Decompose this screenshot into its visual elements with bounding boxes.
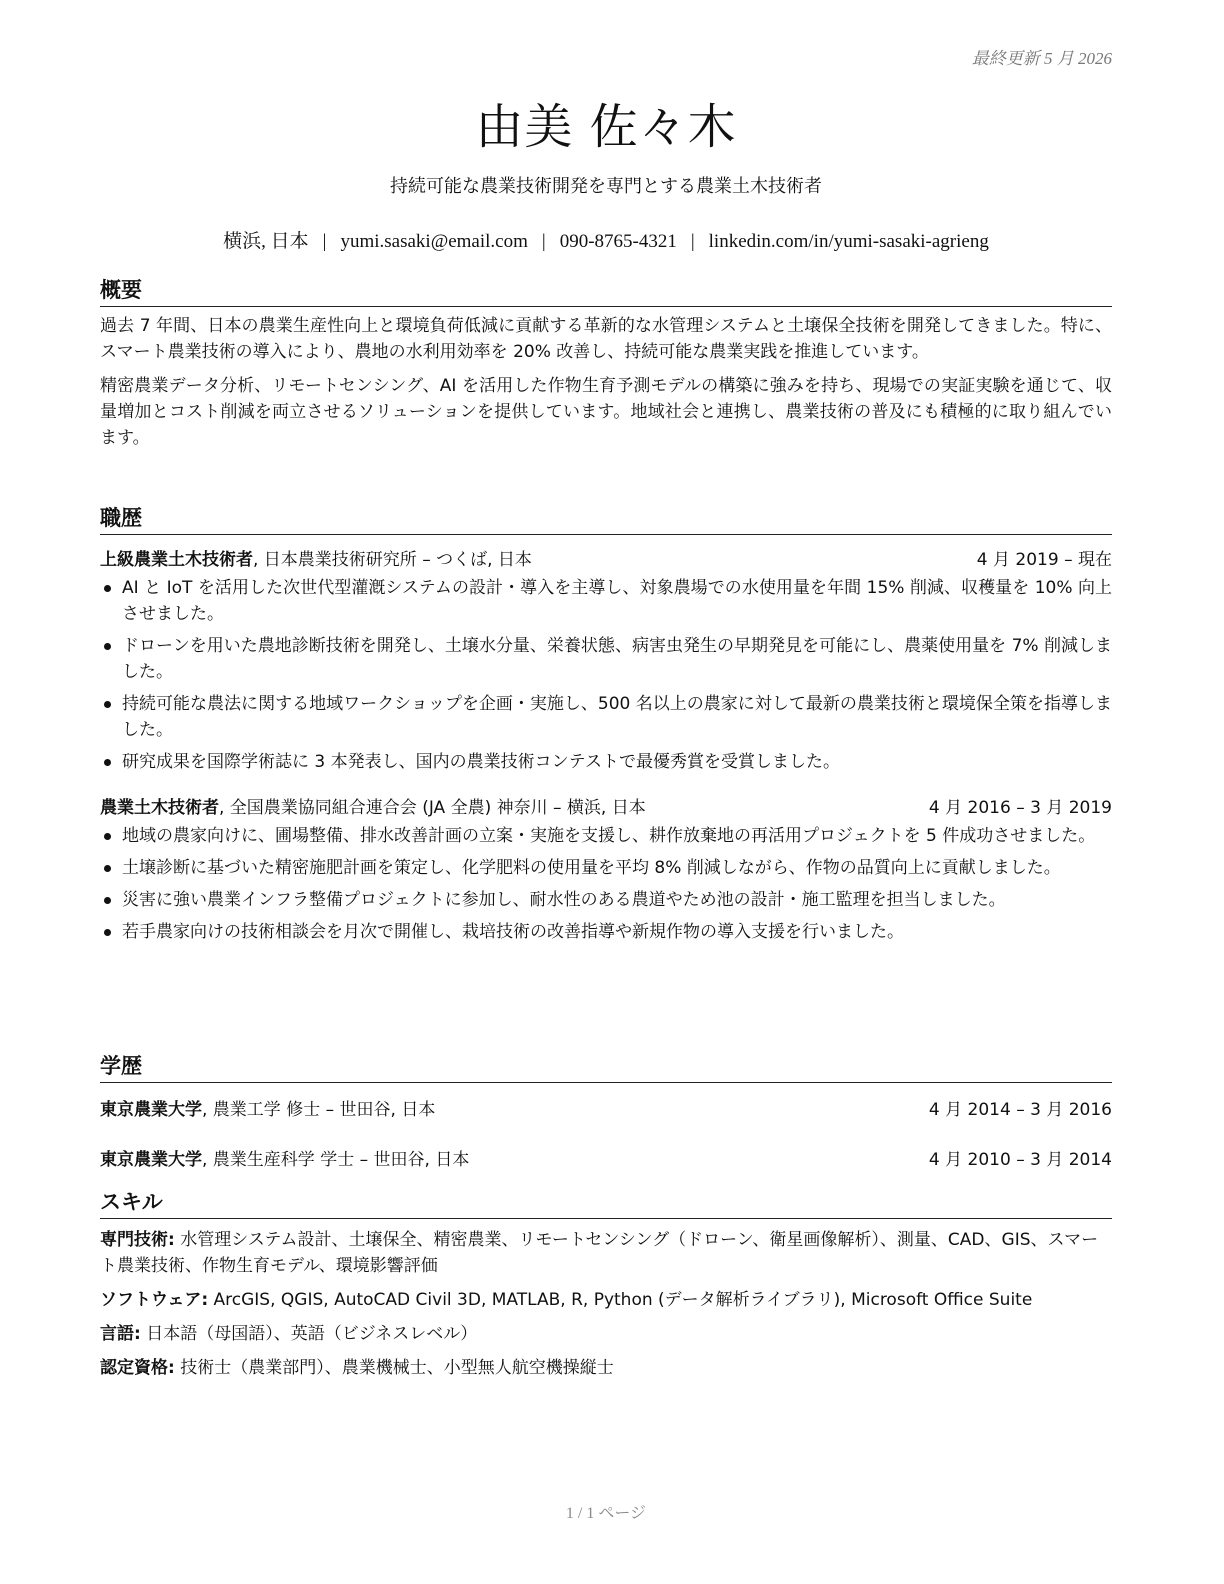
- contact-phone[interactable]: 090-8765-4321: [559, 231, 677, 252]
- education-school: 東京農業大学: [100, 1100, 202, 1120]
- job-bullet: 災害に強い農業インフラ整備プロジェクトに参加し、耐水性のある農道やため池の設計・施工監理を担当しました。: [122, 887, 1112, 913]
- contact-separator: |: [322, 231, 327, 252]
- skill-label: ソフトウェア:: [100, 1290, 209, 1310]
- job-dates: 4 月 2016 – 3 月 2019: [928, 798, 1112, 818]
- job-bullet: 持続可能な農法に関する地域ワークショップを企画・実施し、500 名以上の農家に対して最新の農業技術と環境保全策を指導しました。: [122, 691, 1112, 743]
- job-entry: [100, 547, 1112, 775]
- section-title-education: 学歴: [100, 1052, 1112, 1083]
- job-role: 農業土木技術者: [100, 798, 219, 818]
- skill-value: 水管理システム設計、土壌保全、精密農業、リモートセンシング（ドローン、衛星画像解析）、測量、CAD、GIS、スマート農業技術、作物生育モデル、環境影響評価: [100, 1230, 1099, 1276]
- skill-value: ArcGIS, QGIS, AutoCAD Civil 3D, MATLAB, R, Python (データ解析ライブラリ), Microsoft Office Suite: [208, 1290, 1033, 1310]
- skill-row: [100, 1321, 1112, 1347]
- education-dates: 4 月 2014 – 3 月 2016: [928, 1100, 1112, 1120]
- contact-email[interactable]: yumi.sasaki@email.com: [340, 231, 528, 252]
- education-school: 東京農業大学: [100, 1150, 202, 1170]
- education-entry: [100, 1147, 1112, 1173]
- section-title-summary: 概要: [100, 276, 1112, 307]
- job-bullet: 若手農家向けの技術相談会を月次で開催し、栽培技術の改善指導や新規作物の導入支援を行いました。: [122, 919, 1112, 945]
- job-dates: 4 月 2019 – 現在: [976, 550, 1112, 570]
- skill-value: 技術士（農業部門）、農業機械士、小型無人航空機操縦士: [174, 1358, 614, 1378]
- skill-row: [100, 1355, 1112, 1381]
- job-organization: , 日本農業技術研究所 – つくば, 日本: [253, 550, 532, 570]
- skills-section: [100, 1188, 1112, 1381]
- contact-location: 横浜, 日本: [223, 231, 309, 252]
- contact-line: [100, 226, 1112, 253]
- summary-paragraph: 精密農業データ分析、リモートセンシング、AI を活用した作物生育予測モデルの構築に強みを持ち、現場での実証実験を通じて、収量増加とコスト削減を両立させるソリューションを提供しています。地域社会と連携し、農業技術の普及にも積極的に取り組んでいます。: [100, 376, 1112, 448]
- section-title-experience: 職歴: [100, 504, 1112, 535]
- tagline: 持続可能な農業技術開発を専門とする農業土木技術者: [390, 176, 822, 197]
- page-indicator: 1 / 1 ページ: [565, 1505, 647, 1522]
- contact-separator: |: [541, 231, 546, 252]
- job-bullet: 研究成果を国際学術誌に 3 本発表し、国内の農業技術コンテストで最優秀賞を受賞しました。: [122, 749, 1112, 775]
- job-bullet: ドローンを用いた農地診断技術を開発し、土壌水分量、栄養状態、病害虫発生の早期発見を可能にし、農薬使用量を 7% 削減しました。: [122, 633, 1112, 685]
- candidate-name: 由美 佐々木: [475, 99, 737, 155]
- education-section: [100, 1052, 1112, 1173]
- education-entry: [100, 1097, 1112, 1123]
- experience-section: [100, 504, 1112, 951]
- contact-separator: |: [690, 231, 695, 252]
- education-detail: , 農業工学 修士 – 世田谷, 日本: [202, 1100, 436, 1120]
- job-bullet: 土壌診断に基づいた精密施肥計画を策定し、化学肥料の使用量を平均 8% 削減しながら、作物の品質向上に貢献しました。: [122, 855, 1112, 881]
- job-title-line: [100, 795, 646, 821]
- job-bullets: [100, 823, 1112, 945]
- skill-row: [100, 1287, 1112, 1313]
- skill-value: 日本語（母国語）、英語（ビジネスレベル）: [140, 1324, 478, 1344]
- education-title-line: [100, 1147, 469, 1173]
- education-detail: , 農業生産科学 学士 – 世田谷, 日本: [202, 1150, 470, 1170]
- job-entry: [100, 795, 1112, 945]
- skill-row: [100, 1227, 1112, 1279]
- job-bullet: 地域の農家向けに、圃場整備、排水改善計画の立案・実施を支援し、耕作放棄地の再活用プロジェクトを 5 件成功させました。: [122, 823, 1112, 849]
- job-role: 上級農業土木技術者: [100, 550, 253, 570]
- job-title-line: [100, 547, 532, 573]
- section-title-skills: スキル: [100, 1188, 1112, 1219]
- resume-page: [100, 0, 1112, 1584]
- education-title-line: [100, 1097, 435, 1123]
- last-updated: 最終更新 5 月 2026: [971, 49, 1112, 68]
- education-dates: 4 月 2010 – 3 月 2014: [928, 1150, 1112, 1170]
- skill-label: 専門技術:: [100, 1230, 175, 1250]
- skill-label: 認定資格:: [100, 1358, 175, 1378]
- summary-section: [100, 276, 1112, 451]
- job-organization: , 全国農業協同組合連合会 (JA 全農) 神奈川 – 横浜, 日本: [219, 798, 646, 818]
- job-bullet: AI と IoT を活用した次世代型灌漑システムの設計・導入を主導し、対象農場での水使用量を年間 15% 削減、収穫量を 10% 向上させました。: [122, 575, 1112, 627]
- skill-label: 言語:: [100, 1324, 141, 1344]
- contact-linkedin[interactable]: linkedin.com/in/yumi-sasaki-agrieng: [708, 231, 989, 252]
- job-bullets: [100, 575, 1112, 775]
- job-header: [100, 795, 1112, 821]
- job-header: [100, 547, 1112, 573]
- summary-paragraph: 過去 7 年間、日本の農業生産性向上と環境負荷低減に貢献する革新的な水管理システムと土壌保全技術を開発してきました。特に、スマート農業技術の導入により、農地の水利用効率を 20% 改善し、持続可能な農業実践を推進しています。: [100, 316, 1112, 362]
